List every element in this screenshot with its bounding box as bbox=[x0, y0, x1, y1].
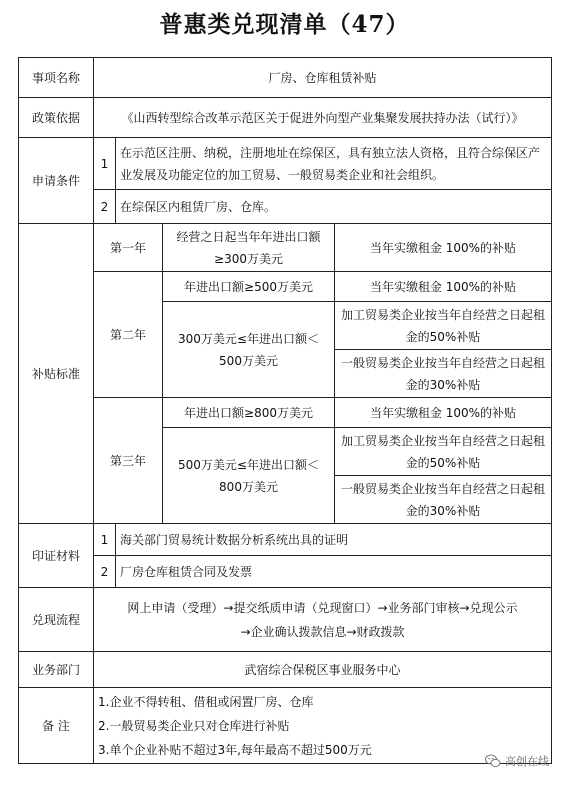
year3-subsidy-a: 当年实缴租金 100%的补贴 bbox=[335, 398, 552, 428]
row-policy-basis bbox=[19, 98, 552, 138]
year1-subsidy: 当年实缴租金 100%的补贴 bbox=[335, 224, 552, 272]
condition-text: 在示范区注册、纳税，注册地址在综保区，具有独立法人资格，且符合综保区产业发展及功能定位的加工贸易、一般贸易类企业和社会组织。 bbox=[116, 138, 552, 190]
process-label: 兑现流程 bbox=[19, 588, 94, 652]
row-condition-1 bbox=[19, 138, 552, 190]
year2-label: 第二年 bbox=[94, 272, 163, 398]
material-num: 1 bbox=[94, 524, 116, 556]
year3-subsidy-b1: 加工贸易类企业按当年自经营之日起租金的50%补贴 bbox=[335, 428, 552, 476]
policy-table bbox=[18, 57, 552, 764]
row-department bbox=[19, 652, 552, 688]
year3-subsidy-b2: 一般贸易类企业按当年自经营之日起租金的30%补贴 bbox=[335, 476, 552, 524]
material-num: 2 bbox=[94, 556, 116, 588]
year1-label: 第一年 bbox=[94, 224, 163, 272]
notes-label: 备 注 bbox=[19, 688, 94, 764]
row-year1 bbox=[19, 224, 552, 272]
year2-subsidy-b2: 一般贸易类企业按当年自经营之日起租金的30%补贴 bbox=[335, 350, 552, 398]
process-line-1: 网上申请（受理）→提交纸质申请（兑现窗口）→业务部门审核→兑现公示 bbox=[127, 600, 518, 615]
department-label: 业务部门 bbox=[19, 652, 94, 688]
watermark bbox=[485, 753, 549, 769]
page-title: 普惠类兑现清单（47） bbox=[159, 11, 410, 38]
note-item: 3.单个企业补贴不超过3年,每年最高不超过500万元 bbox=[98, 742, 372, 757]
process-line-2: →企业确认拨款信息→财政拨款 bbox=[240, 624, 405, 639]
row-condition-2 bbox=[19, 190, 552, 224]
note-item: 2.一般贸易类企业只对仓库进行补贴 bbox=[98, 718, 290, 733]
year2-subsidy-b1: 加工贸易类企业按当年自经营之日起租金的50%补贴 bbox=[335, 302, 552, 350]
material-text: 海关部门贸易统计数据分析系统出具的证明 bbox=[116, 524, 552, 556]
row-material-2 bbox=[19, 556, 552, 588]
item-name-label: 事项名称 bbox=[19, 58, 94, 98]
row-process bbox=[19, 588, 552, 652]
row-notes bbox=[19, 688, 552, 764]
row-year2-a bbox=[19, 272, 552, 302]
condition-text: 在综保区内租赁厂房、仓库。 bbox=[116, 190, 552, 224]
year2-condition-a: 年进出口额≥500万美元 bbox=[163, 272, 335, 302]
conditions-label: 申请条件 bbox=[19, 138, 94, 224]
item-name-value: 厂房、仓库租赁补贴 bbox=[94, 58, 552, 98]
material-text: 厂房仓库租赁合同及发票 bbox=[116, 556, 552, 588]
standards-label: 补贴标准 bbox=[19, 224, 94, 524]
note-item: 1.企业不得转租、借租或闲置厂房、仓库 bbox=[98, 694, 314, 709]
row-year3-a bbox=[19, 398, 552, 428]
materials-label: 印证材料 bbox=[19, 524, 94, 588]
row-item-name bbox=[19, 58, 552, 98]
year3-label: 第三年 bbox=[94, 398, 163, 524]
policy-basis-label: 政策依据 bbox=[19, 98, 94, 138]
year2-subsidy-a: 当年实缴租金 100%的补贴 bbox=[335, 272, 552, 302]
wechat-icon bbox=[485, 753, 501, 769]
year3-condition-a: 年进出口额≥800万美元 bbox=[163, 398, 335, 428]
year3-condition-b: 500万美元≤年进出口额＜800万美元 bbox=[163, 428, 335, 524]
watermark-text: 高创在线 bbox=[505, 755, 549, 768]
row-material-1 bbox=[19, 524, 552, 556]
condition-num: 1 bbox=[94, 138, 116, 190]
year1-condition: 经营之日起当年年进出口额≥300万美元 bbox=[163, 224, 335, 272]
year2-condition-b: 300万美元≤年进出口额＜500万美元 bbox=[163, 302, 335, 398]
policy-basis-value: 《山西转型综合改革示范区关于促进外向型产业集聚发展扶持办法（试行）》 bbox=[94, 98, 552, 138]
department-value: 武宿综合保税区事业服务中心 bbox=[94, 652, 552, 688]
condition-num: 2 bbox=[94, 190, 116, 224]
